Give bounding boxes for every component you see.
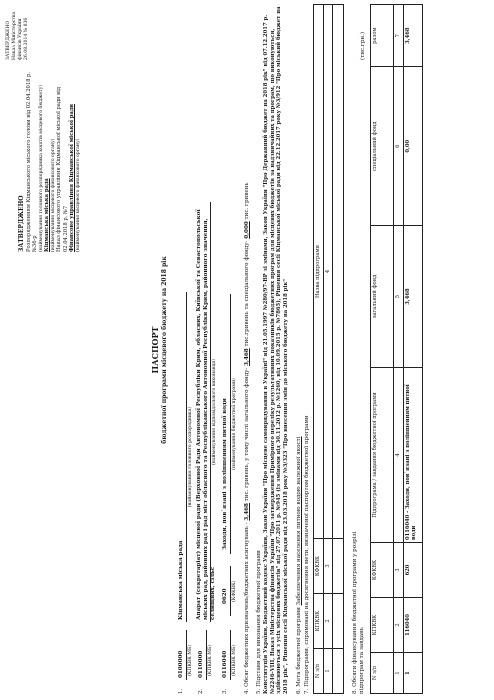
table-header: загальний фонд [371, 226, 394, 368]
table-header: КФКВК [314, 539, 324, 594]
goal-value: Забезпечення населення питною водою належної якості [296, 436, 302, 606]
table-header: N з/п [371, 653, 394, 694]
table-cell: 2 [394, 598, 404, 653]
table-cell: 3,468 [403, 5, 422, 67]
approval-order-2: Наказ фінансового управління Кіцманської міської ради від [56, 87, 63, 252]
approval-line: 26.08.2014 № 836 [23, 17, 29, 60]
table-row [403, 5, 422, 694]
row-3-name: Заходи, пов`язані з поліпшенням питної води [222, 398, 228, 550]
approval-line: ЗАТВЕРДЖЕНО [6, 20, 11, 60]
table-row [333, 5, 344, 694]
table-cell: 1 [403, 653, 422, 694]
table-cell: 4 [394, 368, 404, 543]
budget-text: тис. гривень, у тому числі загального фонду- [244, 367, 250, 502]
table-header: N з/п [314, 649, 324, 694]
table-row [394, 5, 404, 694]
budget-total: 3,468 [244, 503, 250, 521]
budget-text: 4. Обсяг бюджетних призначень/бюджетних асигнувань - [244, 522, 250, 694]
table-header-row [371, 5, 394, 694]
divider [186, 630, 187, 680]
row-1-num: 1. [178, 688, 184, 694]
table-header: КПКВК [371, 598, 394, 653]
table-cell: 0116040 - Заходи, пов`язані з поліпшенням питної води [403, 368, 422, 543]
approval-order: Розпорядженням Кіцманського міського голови від 02.04.2018 р. №36-р [25, 71, 38, 252]
table-cell [333, 5, 344, 539]
table-cell [333, 594, 344, 649]
row-1-code: 0100000 [178, 650, 184, 678]
row-1-code-note: (КПКВК МБ) [188, 644, 193, 676]
table-cell: 4 [323, 5, 333, 539]
table-header: спеціальний фонд [371, 67, 394, 226]
approval-finance-dept: Фінансове управління Кіцманської міської ради [69, 103, 76, 252]
table-header: КФКВК [371, 543, 394, 598]
funding-table [370, 4, 423, 694]
grounds-title: 5. Підстави для виконання бюджетної програми [256, 550, 262, 694]
row-2-num: 2. [198, 688, 204, 694]
table-cell: 3 [323, 539, 333, 594]
row-3-num: 3. [222, 688, 228, 694]
table-cell: 620 [403, 543, 422, 598]
table-cell: 5 [394, 226, 404, 368]
divider [230, 294, 231, 554]
funding-title: 8. Обсяги фінансування бюджетної програми у розрізі підпрограм та завдань [352, 531, 365, 694]
divider [230, 630, 231, 680]
budget-amounts [244, 4, 251, 694]
grounds-body: Конституція України, Бюджетний кодекс України, Закон України "Про місцеве самоврядування в Україні" від 21.05.1997 №280/97-ВР зі змінами, Закон України "Про Державний бюджет на 2018 рік" від 07.12.2017 р. №2246-VIII, Наказ Міністерства фінансів України "Про затвердження Примірного переліку результативних показників бюджетних програм для місцевих бюджетів за надзвичайних та програм, що виконуються, здійснюються з усіх місцевих бюджетів" від 27.07.2011 р. №945 (із змінами від 30.11.2012 р. №1260, від 10.09.2015 р. №7865), Рішення сесії Кіцманської міської ради від 22.12.2017 року №3/912 "Про міський бюджет на 2018 рік", Рішення сесії Кіцманської міської ради від 23.03.2018 року №3/323 "Про внесення змін до міського бюджету на 2018 рік" [263, 6, 289, 694]
table-cell: 7 [394, 5, 404, 67]
table-header: КПКВК [314, 594, 324, 649]
approval-note: (найменування місцевого фінансового органу) [75, 138, 81, 252]
subprograms-title: 7. Підпрограми, спрямовані на досягнення мети, визначеної паспортом бюджетної програми [304, 415, 310, 694]
table-cell [333, 539, 344, 594]
divider [230, 566, 231, 616]
row-3-code2-note: (КФКВК) [232, 580, 237, 602]
table-header: разом [371, 5, 394, 67]
table-cell: 3 [394, 543, 404, 598]
table-cell: 2 [323, 594, 333, 649]
subprograms-table [313, 4, 344, 694]
table-header-row [314, 5, 324, 694]
approval-note: (найменування місцевого фінансового органу) [50, 138, 56, 252]
row-1-name: Кіцманська міська рада [178, 540, 184, 620]
row-3-code: 0116040 [222, 650, 228, 678]
approval-line: Наказ Міністерства [11, 11, 17, 60]
divider [210, 202, 211, 622]
budget-general: 3,468 [244, 348, 250, 366]
row-1-name-note: (найменування головного розпорядника) [188, 406, 193, 508]
table-cell: 1 [394, 653, 404, 694]
budget-text: тис.гривень та спеціального фонду- [244, 240, 250, 347]
approval-line: фінансів України [17, 18, 23, 60]
row-2-code-note: (КПКВК МБ) [208, 644, 213, 676]
row-3-code2: 0620 [222, 588, 228, 604]
row-3-name-note: (найменування бюджетної програми) [232, 378, 237, 470]
approval-date: 02.04.2018 р. №7 [62, 205, 69, 252]
page-subtitle: бюджетної програми місцевого бюджету на 2018 рік [161, 256, 168, 444]
table-cell: 3,468 [403, 226, 422, 368]
budget-special: 0,000 [244, 221, 250, 239]
divider [206, 630, 207, 680]
row-2-code: 0110000 [198, 650, 204, 678]
funding-unit: (тис.грн.) [360, 31, 366, 60]
row-2-name: Апарат (секретаріат) місцевої ради (Верховної Ради Автономної Республіки Крим, обласних, Київської та Севастопольської міських рад, районних рад і рад міст обласного та Республіканського Автономної Республіки Крим, районного значення, селищних, сільс [196, 209, 216, 620]
table-cell: 0,00 [403, 67, 422, 226]
table-cell [333, 649, 344, 694]
table-header: Назва підпрограми [314, 5, 324, 539]
table-cell: 116040 [403, 598, 422, 653]
row-3-code-note: (КПКВК МБ) [232, 644, 237, 676]
table-header: Підпрограма / завдання бюджетної програми [371, 368, 394, 543]
divider [186, 292, 187, 622]
budget-text: тис. гривень [244, 182, 250, 220]
approval-block [18, 62, 82, 252]
approval-council: Кіцманська міська рада [44, 178, 51, 252]
goal-row [296, 94, 303, 694]
approval-note: (найменування головного розпорядника коштів місцевого бюджету) [38, 84, 44, 252]
row-2-name-note: (найменування відповідального виконавця) [212, 358, 217, 466]
goal-label: 6. Мета бюджетної програми [296, 607, 302, 694]
ministry-approval-note [6, 4, 30, 60]
table-cell: 6 [394, 67, 404, 226]
table-row [323, 5, 333, 694]
page-title: ПАСПОРТ [150, 326, 160, 374]
approval-title: ЗАТВЕРДЖЕНО [18, 195, 25, 252]
table-cell: 1 [323, 649, 333, 694]
